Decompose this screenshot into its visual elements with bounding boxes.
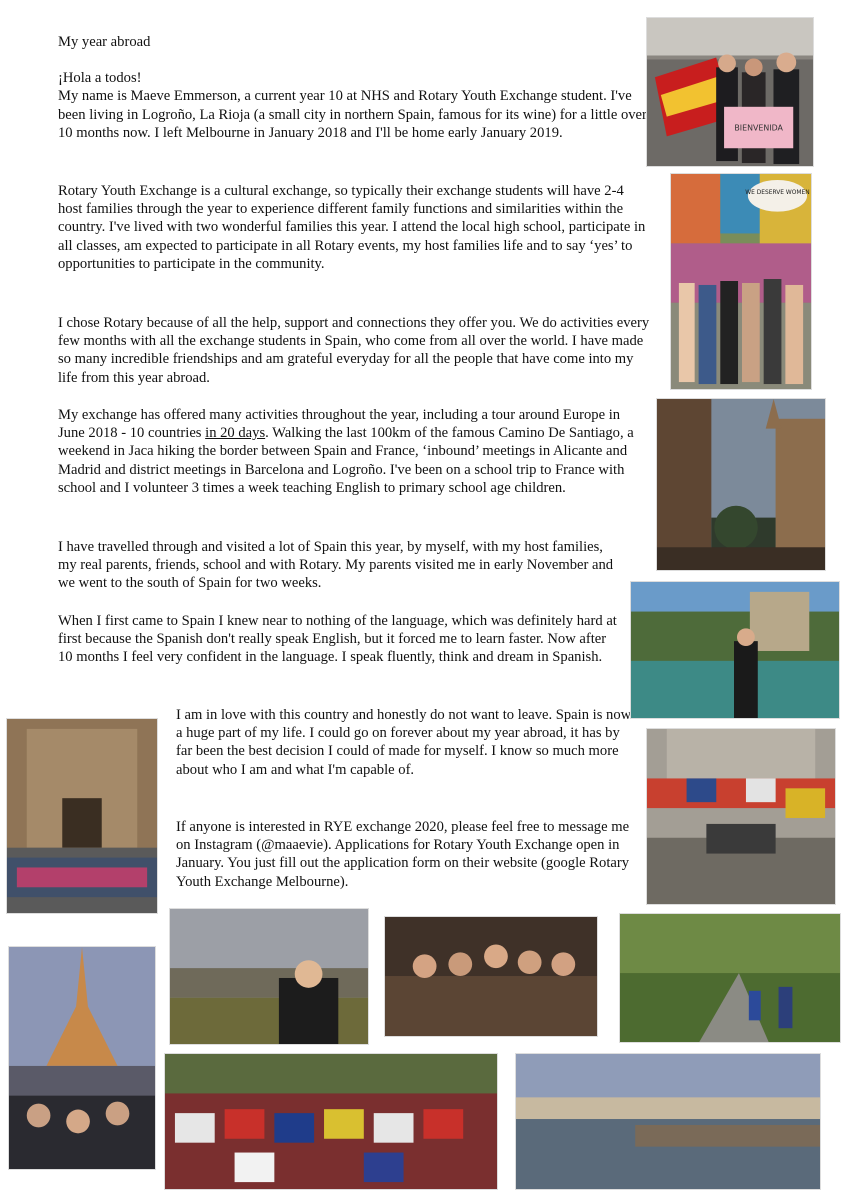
paragraph-activities	[58, 406, 636, 497]
paragraph-why-rotary-text: I chose Rotary because of all the help, support and connections they offer you. We do activities every few months with all the exchange students in Spain, who come from all over the world. I have made so many incredible friendships and am grateful everyday for all the people that have come into my life from this year abroad.	[58, 315, 650, 386]
sign-text: BIENVENIDA	[734, 123, 783, 133]
paragraph-why-rotary	[58, 314, 652, 387]
photo-graffiti-wall-group	[670, 173, 812, 390]
photo-family-dinner	[384, 916, 598, 1037]
greeting: ¡Hola a todos!	[58, 70, 142, 87]
photo-flags-on-stairs	[646, 728, 836, 905]
photo-hilltop-portrait	[169, 908, 369, 1045]
paragraph-contact-text: If anyone is interested in RYE exchange 2020, please feel free to message me on Instagram (@maaevie). Applications for Rotary Youth Exchange open in January. You just fill out the application form on their website (google Rotary Youth Exchange Melbourne).	[176, 819, 630, 890]
photo-exchange-students-flags	[164, 1053, 498, 1190]
paragraph-contact	[176, 818, 632, 891]
photo-eiffel-tower-group	[8, 946, 156, 1170]
article-header	[58, 33, 648, 142]
paragraph-love-spain	[176, 706, 632, 779]
mural-text: WE DESERVE WOMEN	[745, 188, 810, 196]
photo-river-bridge-dusk	[515, 1053, 821, 1190]
paragraph-language	[58, 612, 618, 667]
paragraph-activities-text	[58, 406, 636, 497]
photo-cathedral-street-dusk	[656, 398, 826, 571]
page-title: My year abroad	[58, 34, 151, 50]
paragraph-rotary	[58, 182, 648, 273]
photo-park-fountain	[630, 581, 840, 719]
photo-church-group	[6, 718, 158, 914]
paragraph-travel-text: I have travelled through and visited a lot of Spain this year, by myself, with my host families, my real parents, friends, school and with Rotary. My parents visited me in early November and we went to the south of Spain for two weeks.	[58, 539, 614, 592]
photo-spain-flag-airport	[646, 17, 814, 167]
paragraph-love-spain-text: I am in love with this country and honestly do not want to leave. Spain is now a huge part of my life. I could go on forever about my year abroad, it has by far been the best decision I could of made for myself. I know so much more about who I am and what I'm capable of.	[176, 707, 632, 778]
activities-text-a: My exchange has offered many activities throughout the year, including a tour around Europe in June 2018 - 10 countries	[58, 407, 621, 442]
paragraph-rotary-text: Rotary Youth Exchange is a cultural exchange, so typically their exchange students will have 2-4 host families through the year to experience different family functions and similarities within the country. I've lived with two wonderful families this year. I attend the local high school, participate in all classes, am expected to participate in all Rotary events, my host families life and to say ‘yes’ to opportunities to participate in the community.	[58, 183, 646, 272]
paragraph-intro: My name is Maeve Emmerson, a current year 10 at NHS and Rotary Youth Exchange student. I've been living in Logroño, La Rioja (a small city in northern Spain, famous for its wine) for a little over 10 months now. I left Melbourne in January 2018 and I'll be home early January 2019.	[58, 88, 647, 141]
paragraph-language-text: When I first came to Spain I knew near to nothing of the language, which was definitely hard at first because the Spanish don't really speak English, but it forced me to learn faster. Now after 10 months I feel very confident in the language. I speak fluently, think and dream in Spanish.	[58, 613, 617, 666]
activities-underline: in 20 days	[205, 425, 266, 442]
photo-camino-forest-walk	[619, 913, 841, 1043]
activities-text-b: . Walking the last 100km of the famous Camino De Santiago, a weekend in Jaca hiking the border between Spain and France, ‘inbound’ meetings in Alicante and Madrid and district meetings in Barcelona and Logroño. I've been on a school trip to France with school and I volunteer 3 times a week teaching English to primary school age children.	[58, 425, 634, 496]
paragraph-travel	[58, 538, 624, 593]
